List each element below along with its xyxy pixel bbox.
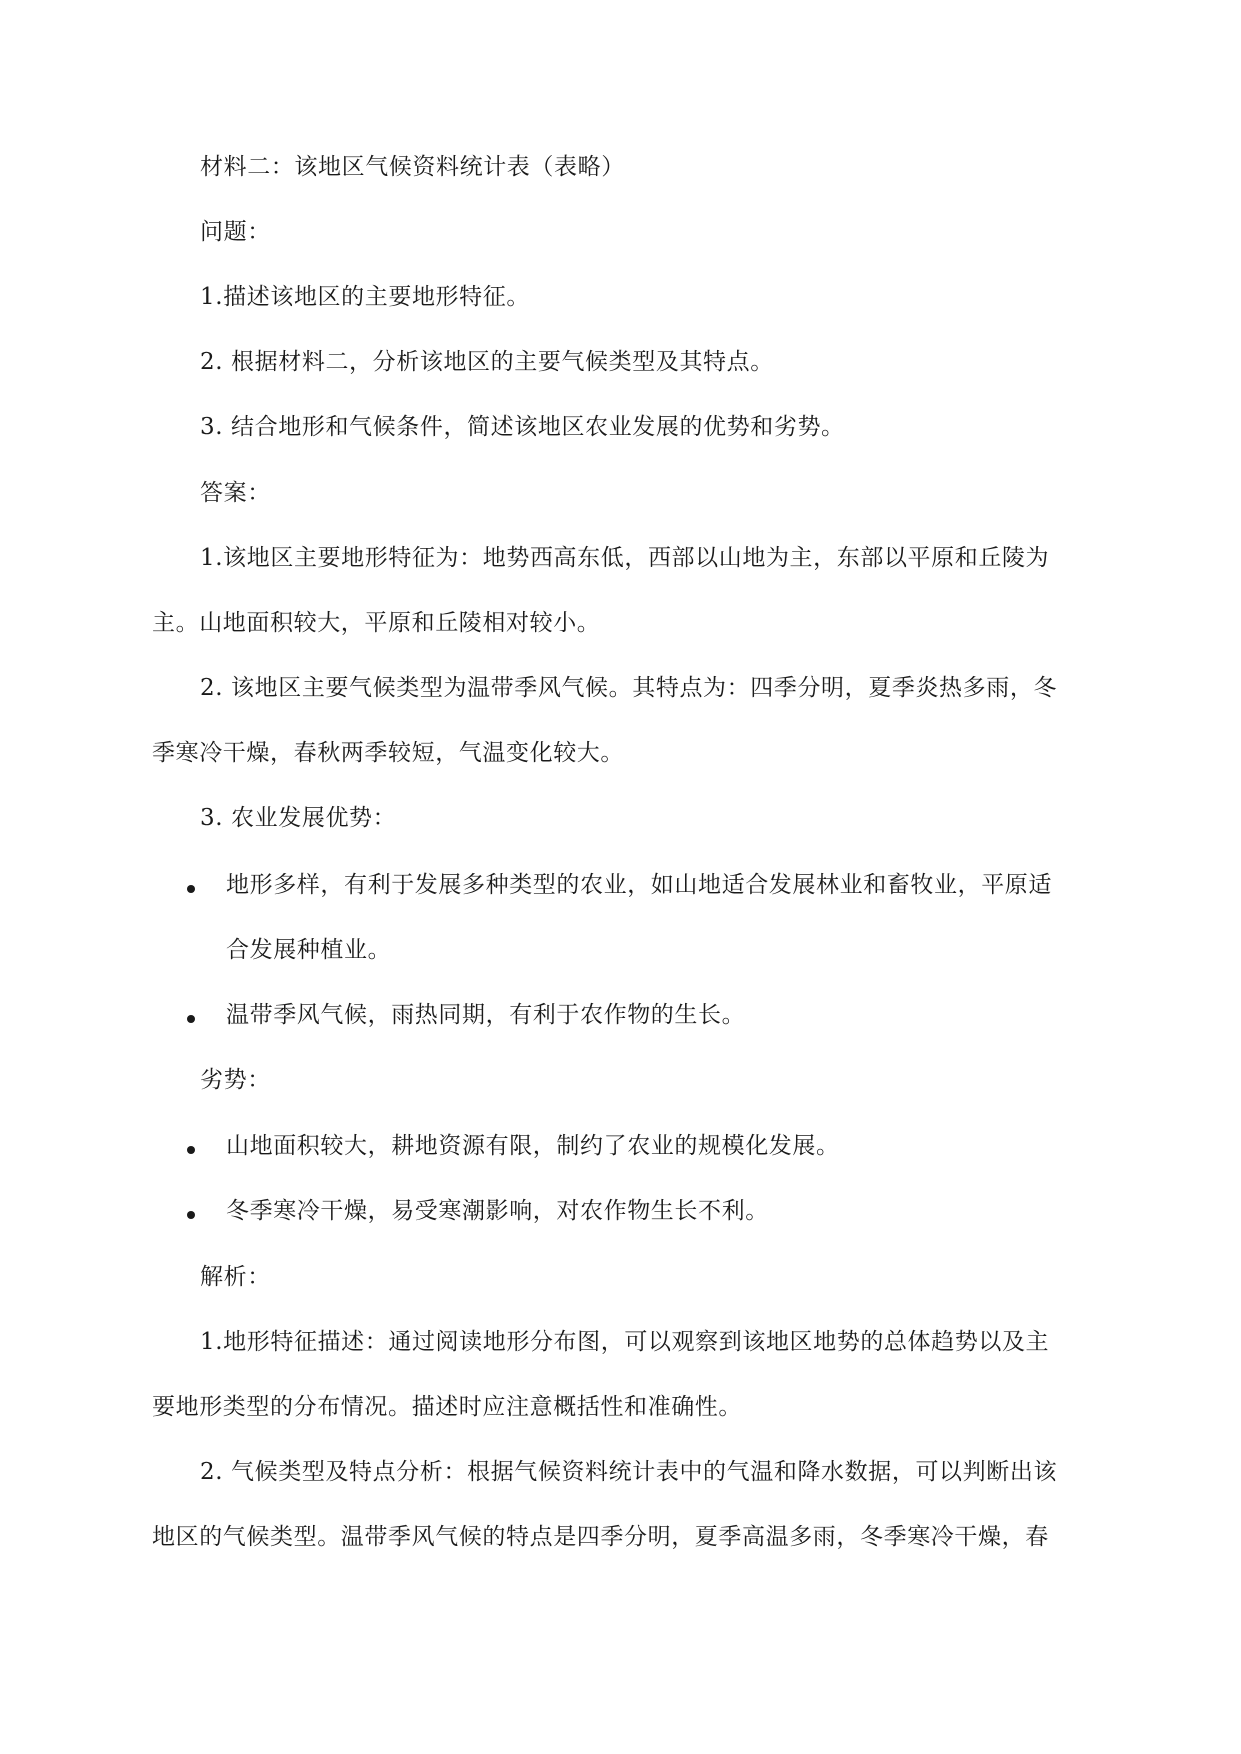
bullet-icon <box>187 885 195 893</box>
answer-3-advantages-heading: 3. 农业发展优势： <box>200 805 397 831</box>
advantage-1-line-1: 地形多样，有利于发展多种类型的农业，如山地适合发展林业和畜牧业，平原适 <box>226 872 1052 898</box>
answers-heading: 答案： <box>200 480 271 506</box>
answer-2-line-1: 2. 该地区主要气候类型为温带季风气候。其特点为：四季分明，夏季炎热多雨，冬 <box>200 675 1058 701</box>
question-2: 2. 根据材料二，分析该地区的主要气候类型及其特点。 <box>200 349 774 375</box>
bullet-icon <box>187 1015 195 1023</box>
analysis-1-line-2: 要地形类型的分布情况。描述时应注意概括性和准确性。 <box>152 1394 742 1420</box>
question-3: 3. 结合地形和气候条件，简述该地区农业发展的优势和劣势。 <box>200 414 845 440</box>
answer-1-line-2: 主。山地面积较大，平原和丘陵相对较小。 <box>152 610 601 636</box>
disadvantages-heading: 劣势： <box>200 1067 271 1093</box>
analysis-2-line-2: 地区的气候类型。温带季风气候的特点是四季分明，夏季高温多雨，冬季寒冷干燥，春 <box>152 1524 1049 1550</box>
disadvantage-1: 山地面积较大，耕地资源有限，制约了农业的规模化发展。 <box>226 1133 840 1159</box>
answer-1-line-1: 1.该地区主要地形特征为：地势西高东低，西部以山地为主，东部以平原和丘陵为 <box>200 545 1050 571</box>
analysis-heading: 解析： <box>200 1264 271 1290</box>
disadvantage-2: 冬季寒冷干燥，易受寒潮影响，对农作物生长不利。 <box>226 1198 769 1224</box>
bullet-icon <box>187 1211 195 1219</box>
answer-2-line-2: 季寒冷干燥，春秋两季较短，气温变化较大。 <box>152 740 624 766</box>
bullet-icon <box>187 1146 195 1154</box>
analysis-2-line-1: 2. 气候类型及特点分析：根据气候资料统计表中的气温和降水数据，可以判断出该 <box>200 1459 1058 1485</box>
question-1: 1.描述该地区的主要地形特征。 <box>200 284 530 310</box>
material-two-line: 材料二：该地区气候资料统计表（表略） <box>200 154 625 180</box>
advantage-1-line-2: 合发展种植业。 <box>226 937 392 963</box>
advantage-2: 温带季风气候，雨热同期，有利于农作物的生长。 <box>226 1002 746 1028</box>
questions-heading: 问题： <box>200 219 271 245</box>
analysis-1-line-1: 1.地形特征描述：通过阅读地形分布图，可以观察到该地区地势的总体趋势以及主 <box>200 1329 1050 1355</box>
